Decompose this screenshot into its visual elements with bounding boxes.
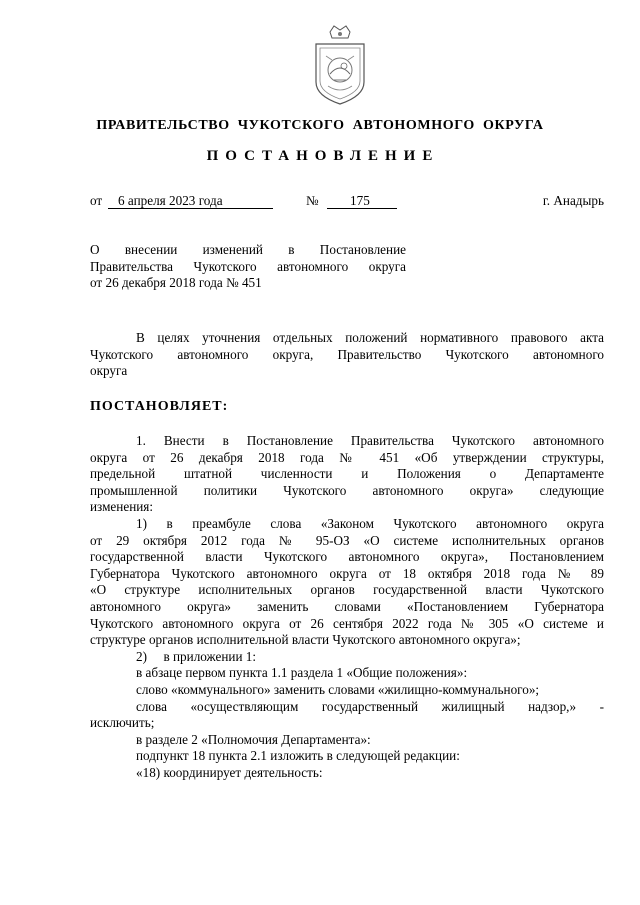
number-sign-label: № [306, 193, 319, 208]
document-subject [90, 242, 406, 292]
government-title: ПРАВИТЕЛЬСТВО ЧУКОТСКОГО АВТОНОМНОГО ОКРУГА [96, 118, 544, 133]
subject-line: Правительства Чукотского автономного округа [90, 258, 406, 274]
preamble-line: округа [90, 363, 128, 379]
paragraph-line: в разделе 2 «Полномочия Департамента»: [136, 731, 371, 747]
paragraph-line: округа от 26 декабря 2018 года № 451 «Об утверждении структуры, [90, 449, 604, 465]
paragraph-line: «О структуре исполнительных органов государственной власти Чукотского [90, 582, 604, 598]
paragraph-line: в абзаце первом пункта 1.1 раздела 1 «Общие положения»: [136, 665, 468, 681]
paragraph-line: промышленной политики Чукотского автономного округа» следующие [90, 482, 604, 498]
paragraph-line: подпункт 18 пункта 2.1 изложить в следующей редакции: [136, 748, 460, 764]
document-type-heading: ПОСТАНОВЛЕНИЕ [206, 148, 440, 164]
document-number: 175 [327, 193, 397, 209]
paragraph-line: слова «осуществляющим государственный жилищный надзор,» - [136, 698, 604, 714]
paragraph-line: «18) координирует деятельность: [136, 764, 323, 780]
paragraph-line: 1) в преамбуле слова «Законом Чукотского автономного округа [136, 515, 604, 531]
paragraph-line: Чукотского автономного округа от 26 сентября 2022 года № 305 «О системе и [90, 615, 604, 631]
paragraph-line: исключить; [90, 715, 155, 731]
city-label: г. Анадырь [542, 193, 604, 208]
subject-line: О внесении изменений в Постановление [90, 242, 406, 257]
paragraph-line: от 29 октября 2012 года № 95-ОЗ «О системе исполнительных органов [90, 532, 604, 548]
resolution-body [90, 433, 604, 781]
preamble-paragraph [90, 330, 604, 380]
preamble-line: Чукотского автономного округа, Правительство Чукотского автономного [90, 346, 604, 362]
document-meta-row [90, 193, 604, 213]
coat-of-arms-emblem-icon [308, 24, 372, 106]
paragraph-line: государственной власти Чукотского автономного округа», Постановлением [90, 549, 604, 565]
paragraph-line: слово «коммунального» заменить словами «жилищно-коммунального»; [136, 681, 540, 697]
subject-line: от 26 декабря 2018 года № 451 [90, 275, 262, 291]
paragraph-line: структуре органов исполнительной власти Чукотского автономного округа»; [90, 632, 521, 648]
date-prefix-label: от [90, 193, 103, 208]
paragraph-line: 1. Внести в Постановление Правительства Чукотского автономного [136, 433, 604, 448]
paragraph-line: предельной штатной численности и Положения о Департаменте [90, 466, 604, 482]
resolves-heading: ПОСТАНОВЛЯЕТ: [90, 399, 229, 414]
document-date: 6 апреля 2023 года [108, 193, 273, 209]
paragraph-line: 2) в приложении 1: [136, 648, 257, 664]
preamble-line: В целях уточнения отдельных положений нормативного правового акта [136, 330, 604, 345]
paragraph-line: Губернатора Чукотского автономного округа от 18 октября 2018 года № 89 [90, 565, 604, 581]
paragraph-line: автономного округа» заменить словами «Постановлением Губернатора [90, 598, 604, 614]
paragraph-line: изменения: [90, 499, 154, 515]
